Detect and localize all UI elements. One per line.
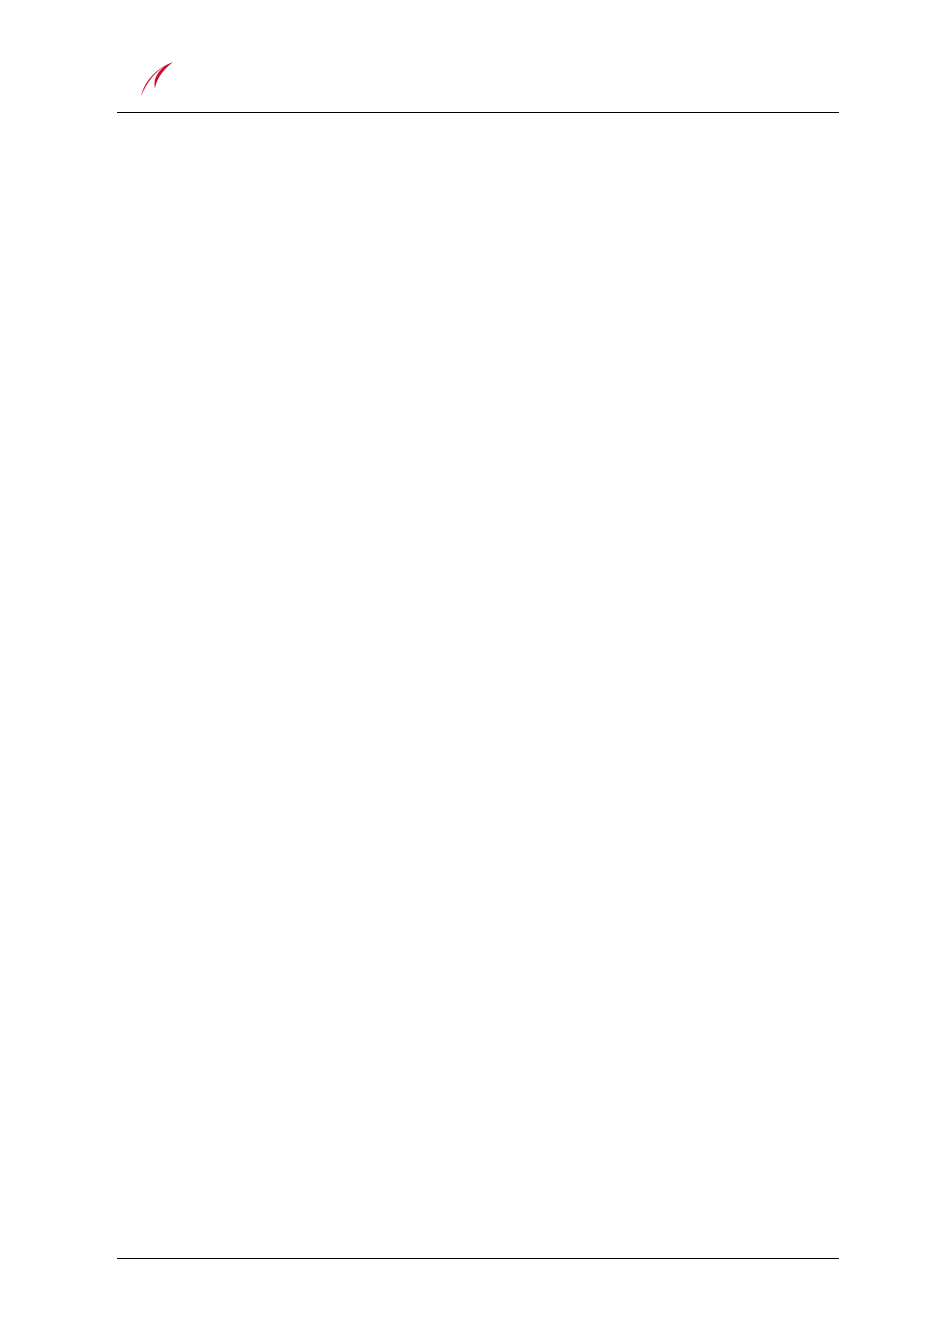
- lucky-air-logo: [127, 58, 187, 110]
- footer-divider: [117, 1258, 839, 1259]
- wing-icon: [127, 58, 187, 98]
- page-header: [117, 52, 839, 113]
- document-body: [113, 124, 841, 148]
